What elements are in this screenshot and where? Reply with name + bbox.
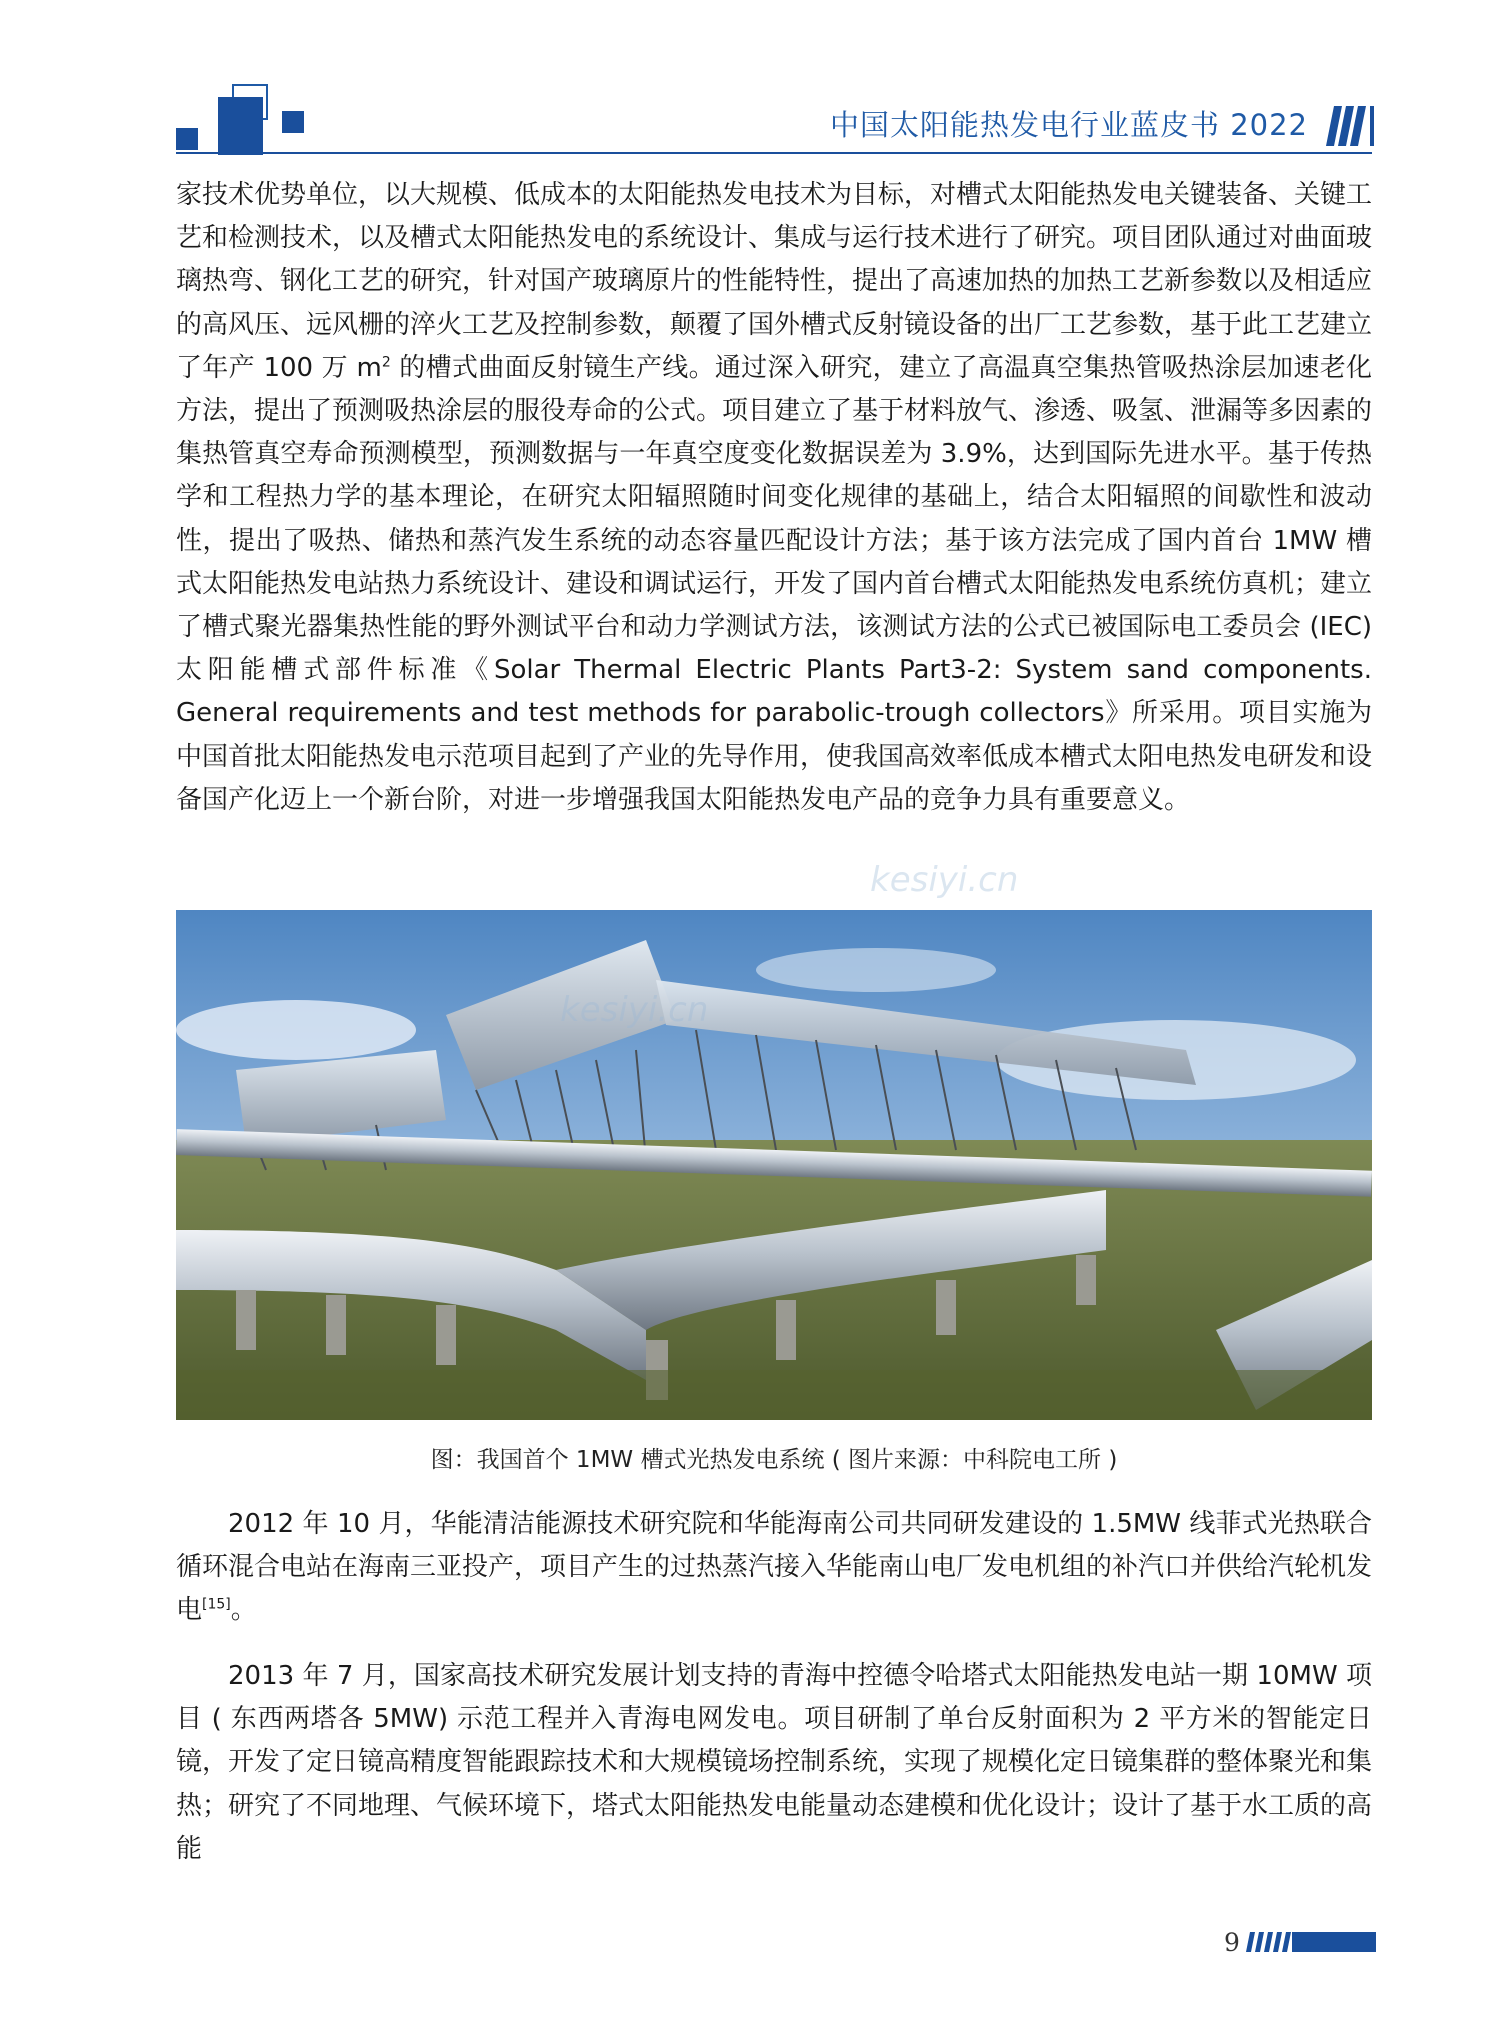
header-rule [176,152,1372,154]
logo-square-small-left [176,128,198,150]
header-slashes-decoration [1326,106,1376,146]
logo-square-large [218,97,263,155]
page-number: 9 [1224,1928,1240,1957]
header-title: 中国太阳能热发电行业蓝皮书 2022 [829,108,1308,142]
watermark-1: kesiyi.cn [870,860,1019,900]
footer-bars-decoration [1246,1932,1376,1952]
logo-square-small-right [282,111,304,133]
body-paragraph-3: 2013 年 7 月，国家高技术研究发展计划支持的青海中控德令哈塔式太阳能热发电站一期 10MW 项目 ( 东西两塔各 5MW) 示范工程并入青海电网发电。项目研制了单台反射面积为 2 平方米的智能定日镜，开发了定日镜高精度智能跟踪技术和大规模镜场控制系统，实现了规模化定日镜集群的整体聚光和集热；研究了不同地理、气候环境下，塔式太阳能热发电能量动态建模和优化设计；设计了基于水工质的高能 [176,1661,1373,1864]
body-paragraph-1: 家技术优势单位，以大规模、低成本的太阳能热发电技术为目标，对槽式太阳能热发电关键装备、关键工艺和检测技术，以及槽式太阳能热发电的系统设计、集成与运行技术进行了研究。项目团队通过对曲面玻璃热弯、钢化工艺的研究，针对国产玻璃原片的性能特性，提出了高速加热的加热工艺新参数以及相适应的高风压、远风栅的淬火工艺及控制参数，颠覆了国外槽式反射镜设备的出厂工艺参数，基于此工艺建立了年产 100 万 $m^2$ 的槽式曲面反射镜生产线。通过深入研究，建立了高温真空集热管吸热涂层加速老化方法，提出了预测吸热涂层的服役寿命的公式。项目建立了基于材料放气、渗透、吸氢、泄漏等多因素的集热管真空寿命预测模型，预测数据与一年真空度变化数据误差为 3.9%，达到国际先进水平。基于传热学和工程热力学的基本理论，在研究太阳辐照随时间变化规律的基础上，结合太阳辐照的间歇性和波动性，提出了吸热、储热和蒸汽发生系统的动态容量匹配设计方法；基于该方法完成了国内首台 1MW 槽式太阳能热发电站热力系统设计、建设和调试运行，开发了国内首台槽式太阳能热发电系统仿真机；建立了槽式聚光器集热性能的野外测试平台和动力学测试方法，该测试方法的公式已被国际电工委员会 (IEC) 太阳能槽式部件标准《Solar Thermal Electric Plants Part3-2: System sand components. General requirements and test methods for parabolic-trough collectors》所采用。项目实施为中国首批太阳能热发电示范项目起到了产业的先导作用，使我国高效率低成本槽式太阳电热发电研发和设备国产化迈上一个新台阶，对进一步增强我国太阳能热发电产品的竞争力具有重要意义。 [176,180,1373,815]
body-paragraph-2: 2012 年 10 月，华能清洁能源技术研究院和华能海南公司共同研发建设的 1.5MW 线菲式光热联合循环混合电站在海南三亚投产，项目产生的过热蒸汽接入华能南山电厂发电机组的补汽口并供给汽轮机发电[15]。 [176,1509,1373,1626]
solar-trough-photo [176,910,1372,1420]
watermark-2: kesiyi.cn [560,990,709,1030]
photo-caption: 图：我国首个 1MW 槽式光热发电系统 ( 图片来源：中科院电工所 ) [430,1447,1118,1473]
